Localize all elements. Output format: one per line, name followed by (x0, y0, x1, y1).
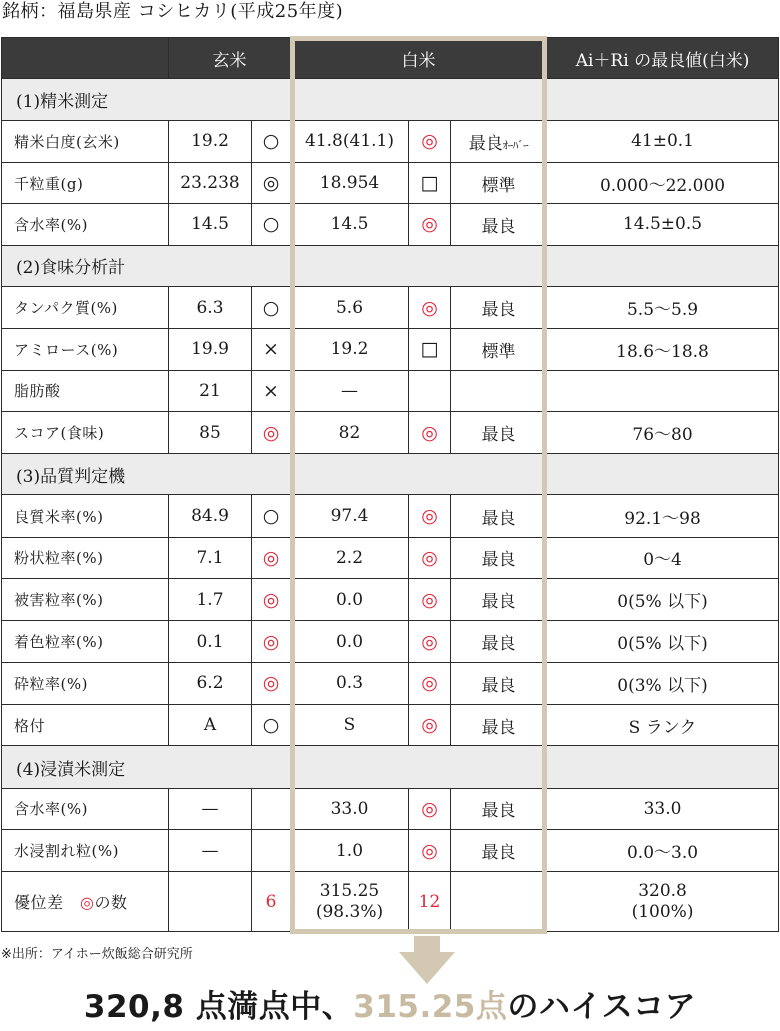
white-mark: ◎ (409, 286, 451, 328)
row-label: 水浸割れ粒(%) (2, 830, 169, 872)
white-value: S (291, 705, 409, 746)
table-row (2, 621, 779, 662)
row-label: 着色粒率(%) (2, 621, 169, 662)
white-mark: ◎ (409, 495, 451, 537)
best-value: 14.5±0.5 (547, 204, 779, 245)
rating-text: 最良 (468, 133, 503, 154)
brown-value: 6.2 (169, 662, 252, 704)
brown-count: 6 (252, 872, 291, 932)
brown-mark (252, 788, 291, 829)
best-score-value: 320.8 (638, 880, 687, 901)
best-value: 0(3% 以下) (547, 662, 779, 704)
table-row (2, 286, 779, 328)
table-row (2, 830, 779, 872)
table-row (2, 370, 779, 411)
brown-mark: ◎ (252, 162, 291, 203)
row-label: 含水率(%) (2, 204, 169, 245)
white-mark: ◎ (409, 204, 451, 245)
brown-value: 6.3 (169, 286, 252, 328)
section-row (2, 746, 779, 788)
brown-mark: ○ (252, 120, 291, 162)
summary-label (2, 872, 169, 932)
brown-value: — (169, 788, 252, 829)
rating-text: 最良 (451, 705, 547, 746)
brown-value: 84.9 (169, 495, 252, 537)
brown-value: — (169, 830, 252, 872)
rice-comparison-table (1, 37, 779, 932)
best-value: 41±0.1 (547, 120, 779, 162)
best-value: 0(5% 以下) (547, 579, 779, 621)
white-value: 18.954 (291, 162, 409, 203)
white-mark: ◎ (409, 579, 451, 621)
white-value: 0.0 (291, 621, 409, 662)
white-value: 0.3 (291, 662, 409, 704)
white-mark: ◎ (409, 621, 451, 662)
brown-value: 85 (169, 411, 252, 453)
white-value: 14.5 (291, 204, 409, 245)
white-mark: ◎ (409, 120, 451, 162)
double-circle-icon: ◎ (80, 893, 95, 913)
best-value: 0(5% 以下) (547, 621, 779, 662)
best-value: 0.0〜3.0 (547, 830, 779, 872)
table-row (2, 788, 779, 829)
summary-rating-empty (451, 872, 547, 932)
table-row (2, 579, 779, 621)
white-mark (409, 370, 451, 411)
rating-text: 最良 (451, 788, 547, 829)
brown-mark: ◎ (252, 579, 291, 621)
brown-value: 21 (169, 370, 252, 411)
white-value: 97.4 (291, 495, 409, 537)
white-score-value: 315.25 (319, 880, 380, 901)
table-row (2, 705, 779, 746)
brown-value: 14.5 (169, 204, 252, 245)
table-row (2, 537, 779, 578)
section-label: (2)食味分析計 (2, 245, 779, 286)
summary-row (2, 872, 779, 932)
white-score (291, 872, 409, 932)
brown-mark: ◎ (252, 537, 291, 578)
header-brown-rice: 玄米 (169, 38, 291, 79)
source-note: ※出所：アイホー炊飯総合研究所 (1, 947, 193, 962)
brown-mark: ○ (252, 705, 291, 746)
page-title: 銘柄：福島県産 コシヒカリ(平成25年度) (2, 1, 344, 22)
table-header-row (2, 38, 779, 79)
rating-text: 標準 (451, 329, 547, 370)
white-value: 41.8(41.1) (291, 120, 409, 162)
table-row (2, 411, 779, 453)
brown-mark: ◎ (252, 411, 291, 453)
section-row (2, 245, 779, 286)
rating-text: 最良 (451, 662, 547, 704)
white-mark: ◎ (409, 537, 451, 578)
row-label: スコア(食味) (2, 411, 169, 453)
white-value: — (291, 370, 409, 411)
white-value: 2.2 (291, 537, 409, 578)
headline-highlight: 315.25点 (353, 989, 508, 1025)
table-row (2, 120, 779, 162)
white-mark: ◎ (409, 705, 451, 746)
rating-text: 最良 (451, 579, 547, 621)
best-score-percent: (100%) (631, 901, 694, 922)
brown-value: 0.1 (169, 621, 252, 662)
brown-value: 19.2 (169, 120, 252, 162)
section-label: (3)品質判定機 (2, 454, 779, 495)
header-white-rice: 白米 (291, 38, 547, 79)
section-row (2, 454, 779, 495)
row-label: 格付 (2, 705, 169, 746)
white-mark: □ (409, 329, 451, 370)
brown-value: 1.7 (169, 579, 252, 621)
white-value: 19.2 (291, 329, 409, 370)
row-label: 良質米率(%) (2, 495, 169, 537)
best-value: 0〜4 (547, 537, 779, 578)
white-mark: ◎ (409, 830, 451, 872)
brown-mark: ○ (252, 495, 291, 537)
brown-mark (252, 830, 291, 872)
rating-text: 最良 (451, 830, 547, 872)
rating-text (451, 370, 547, 411)
brown-value: 23.238 (169, 162, 252, 203)
best-value: 18.6〜18.8 (547, 329, 779, 370)
best-value: 5.5〜5.9 (547, 286, 779, 328)
row-label: 被害粒率(%) (2, 579, 169, 621)
brown-mark: × (252, 329, 291, 370)
rating-text: 最良 (451, 286, 547, 328)
section-row (2, 79, 779, 120)
white-mark: ◎ (409, 788, 451, 829)
brown-mark: ○ (252, 204, 291, 245)
summary-label-suffix: の数 (94, 893, 128, 913)
row-label: 精米白度(玄米) (2, 120, 169, 162)
white-value: 0.0 (291, 579, 409, 621)
header-empty (2, 38, 169, 79)
best-value (547, 370, 779, 411)
brown-value: A (169, 705, 252, 746)
row-label: 脂肪酸 (2, 370, 169, 411)
row-label: タンパク質(%) (2, 286, 169, 328)
table-row (2, 329, 779, 370)
row-label: 含水率(%) (2, 788, 169, 829)
best-value: S ランク (547, 705, 779, 746)
best-score (547, 872, 779, 932)
rating-suffix: ｵｰﾊﾞｰ (502, 138, 529, 152)
rating-text: 最良 (451, 411, 547, 453)
white-value: 82 (291, 411, 409, 453)
table-row (2, 162, 779, 203)
rating-text: 最良 (451, 495, 547, 537)
table-row (2, 204, 779, 245)
white-value: 1.0 (291, 830, 409, 872)
brown-value: 19.9 (169, 329, 252, 370)
summary-brown-empty (169, 872, 252, 932)
rating-text: 最良 (451, 621, 547, 662)
best-value: 33.0 (547, 788, 779, 829)
section-label: (1)精米測定 (2, 79, 779, 120)
white-score-percent: (98.3%) (315, 901, 384, 922)
brown-mark: ○ (252, 286, 291, 328)
score-headline (0, 985, 780, 1029)
row-label: 千粒重(g) (2, 162, 169, 203)
row-label: アミロース(%) (2, 329, 169, 370)
summary-label-text: 優位差 (14, 893, 64, 913)
headline-part2: のハイスコア (507, 989, 697, 1025)
best-value: 92.1〜98 (547, 495, 779, 537)
down-arrow-icon (397, 936, 457, 986)
brown-value: 7.1 (169, 537, 252, 578)
white-value: 33.0 (291, 788, 409, 829)
rating-text: 最良 (451, 537, 547, 578)
table-row (2, 495, 779, 537)
table-row (2, 662, 779, 704)
row-label: 砕粒率(%) (2, 662, 169, 704)
headline-part1: 320,8 点満点中、 (83, 989, 354, 1025)
rating-text: 標準 (451, 162, 547, 203)
rating-cell (451, 120, 547, 162)
brown-mark: ◎ (252, 662, 291, 704)
best-value: 76〜80 (547, 411, 779, 453)
brown-mark: × (252, 370, 291, 411)
white-mark: ◎ (409, 662, 451, 704)
brown-mark: ◎ (252, 621, 291, 662)
section-label: (4)浸漬米測定 (2, 746, 779, 788)
white-mark: □ (409, 162, 451, 203)
white-count: 12 (409, 872, 451, 932)
white-value: 5.6 (291, 286, 409, 328)
rating-text: 最良 (451, 204, 547, 245)
best-value: 0.000〜22.000 (547, 162, 779, 203)
white-mark: ◎ (409, 411, 451, 453)
row-label: 粉状粒率(%) (2, 537, 169, 578)
header-best-value: Ai＋Ri の最良値(白米) (547, 38, 779, 79)
